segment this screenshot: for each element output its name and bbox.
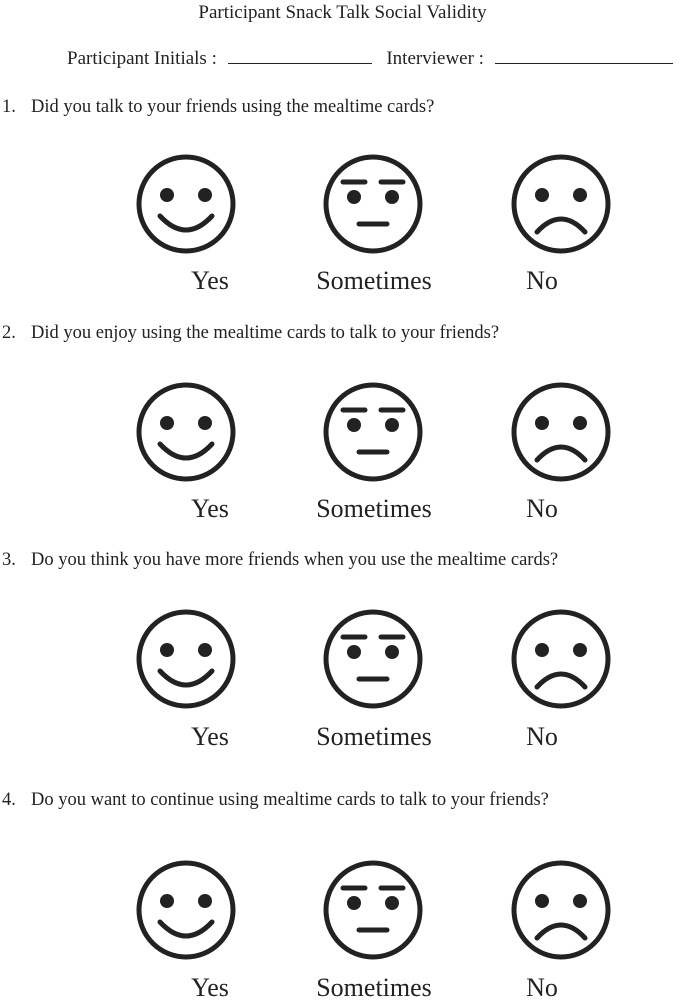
neutral-face-icon[interactable] <box>321 858 425 962</box>
question-text: Do you want to continue using mealtime cards to talk to your friends? <box>31 790 549 810</box>
question-number: 2. <box>2 323 16 343</box>
sad-face-icon[interactable] <box>509 380 613 484</box>
answer-sometimes-label: Sometimes <box>316 722 432 751</box>
interviewer-field[interactable] <box>495 46 673 64</box>
question-number: 4. <box>2 790 16 810</box>
neutral-face-icon[interactable] <box>321 152 425 256</box>
question-number: 3. <box>2 550 16 570</box>
neutral-face-icon[interactable] <box>321 607 425 711</box>
participant-info-line <box>67 46 673 70</box>
question-number: 1. <box>2 97 16 117</box>
answer-sometimes-label: Sometimes <box>316 494 432 523</box>
question-1 <box>2 97 434 118</box>
answer-sometimes-label: Sometimes <box>316 973 432 1002</box>
answer-yes-label: Yes <box>191 266 229 295</box>
happy-face-icon[interactable] <box>134 152 238 256</box>
question-text: Did you talk to your friends using the mealtime cards? <box>31 97 435 117</box>
happy-face-icon[interactable] <box>134 607 238 711</box>
initials-label: Participant Initials : <box>67 48 217 69</box>
sad-face-icon[interactable] <box>509 152 613 256</box>
question-4 <box>2 790 549 811</box>
interviewer-label: Interviewer : <box>386 48 484 69</box>
page-title: Participant Snack Talk Social Validity <box>198 2 487 23</box>
answer-sometimes-label: Sometimes <box>316 266 432 295</box>
answer-no-label: No <box>526 494 558 523</box>
question-3 <box>2 550 558 571</box>
question-text: Do you think you have more friends when you use the mealtime cards? <box>31 550 559 570</box>
answer-yes-label: Yes <box>191 494 229 523</box>
sad-face-icon[interactable] <box>509 858 613 962</box>
answer-yes-label: Yes <box>191 722 229 751</box>
answer-no-label: No <box>526 722 558 751</box>
happy-face-icon[interactable] <box>134 380 238 484</box>
answer-yes-label: Yes <box>191 973 229 1002</box>
initials-field[interactable] <box>228 46 372 64</box>
sad-face-icon[interactable] <box>509 607 613 711</box>
answer-no-label: No <box>526 266 558 295</box>
happy-face-icon[interactable] <box>134 858 238 962</box>
question-text: Did you enjoy using the mealtime cards to talk to your friends? <box>31 323 500 343</box>
question-2 <box>2 323 499 344</box>
answer-no-label: No <box>526 973 558 1002</box>
neutral-face-icon[interactable] <box>321 380 425 484</box>
